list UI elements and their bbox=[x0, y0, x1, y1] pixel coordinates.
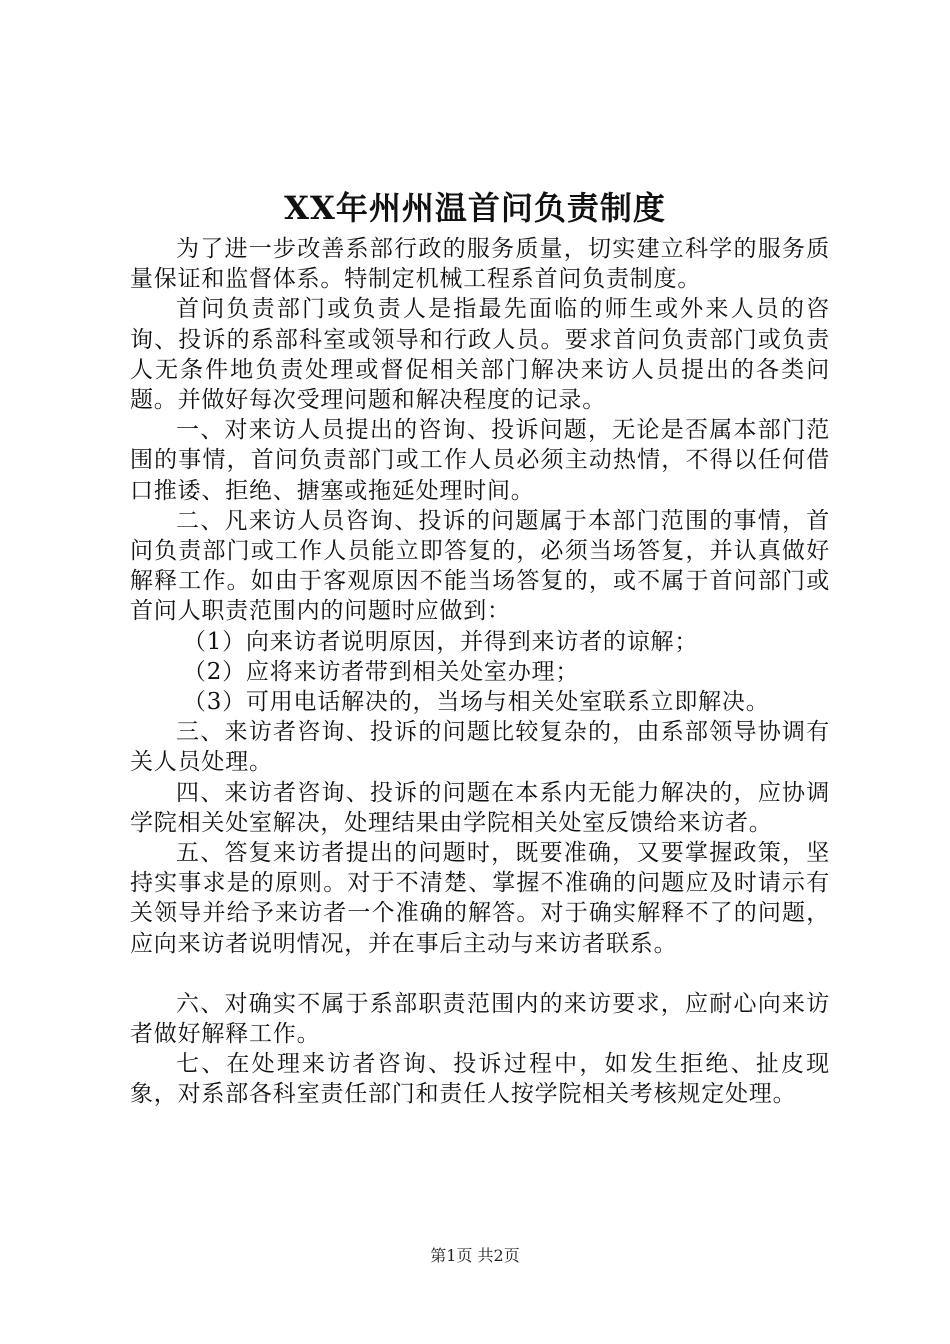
paragraph-rule-6: 六、对确实不属于系部职责范围内的来访要求，应耐心向来访者做好解释工作。 bbox=[130, 990, 830, 1048]
paragraph-subitem-3: （3）可用电话解决的，当场与相关处室联系立即解决。 bbox=[182, 689, 770, 716]
paragraph-subitem-2: （2）应将来访者带到相关处室办理； bbox=[182, 658, 580, 685]
paragraph-intro: 为了进一步改善系部行政的服务质量，切实建立科学的服务质量保证和监督体系。特制定机械工程系首问负责制度。 bbox=[130, 236, 830, 293]
blank-line bbox=[130, 959, 830, 989]
paragraph-rule-7: 七、在处理来访者咨询、投诉过程中，如发生拒绝、扯皮现象，对系部各科室责任部门和责任人按学院相关考核规定处理。 bbox=[130, 1051, 830, 1108]
paragraph-rule-1: 一、对来访人员提出的咨询、投诉问题，无论是否属本部门范围的事情，首问负责部门或工作人员必须主动热情，不得以任何借口推诿、拒绝、搪塞或拖延处理时间。 bbox=[130, 417, 830, 504]
paragraph-rule-5: 五、答复来访者提出的问题时，既要准确，又要掌握政策，坚持实事求是的原则。对于不清楚、掌握不准确的问题应及时请示有关领导并给予来访者一个准确的解答。对于确实解释不了的问题，应向来访者说明情况，并在事后主动与来访者联系。 bbox=[130, 840, 830, 957]
paragraph-rule-2: 二、凡来访人员咨询、投诉的问题属于本部门范围的事情，首问负责部门或工作人员能立即答复的，必须当场答复，并认真做好解释工作。如由于客观原因不能当场答复的，或不属于首问部门或首问人职责范围内的问题时应做到： bbox=[130, 507, 830, 625]
page-number-footer: 第1页 共2页 bbox=[430, 1246, 520, 1265]
paragraph-definition: 首问负责部门或负责人是指最先面临的师生或外来人员的咨询、投诉的系部科室或领导和行政人员。要求首问负责部门或负责人无条件地负责处理或督促相关部门解决来访人员提出的各类问题。并做好每次受理问题和解决程度的记录。 bbox=[130, 296, 830, 414]
document-title: XX年州州温首问负责制度 bbox=[284, 189, 666, 227]
paragraph-subitem-1: （1）向来访者说明原因，并得到来访者的谅解； bbox=[182, 628, 699, 655]
paragraph-rule-3: 三、来访者咨询、投诉的问题比较复杂的，由系部领导协调有关人员处理。 bbox=[130, 719, 830, 776]
document-body bbox=[130, 234, 830, 1110]
paragraph-rule-4: 四、来访者咨询、投诉的问题在本系内无能力解决的，应协调学院相关处室解决，处理结果由学院相关处室反馈给来访者。 bbox=[130, 779, 830, 836]
